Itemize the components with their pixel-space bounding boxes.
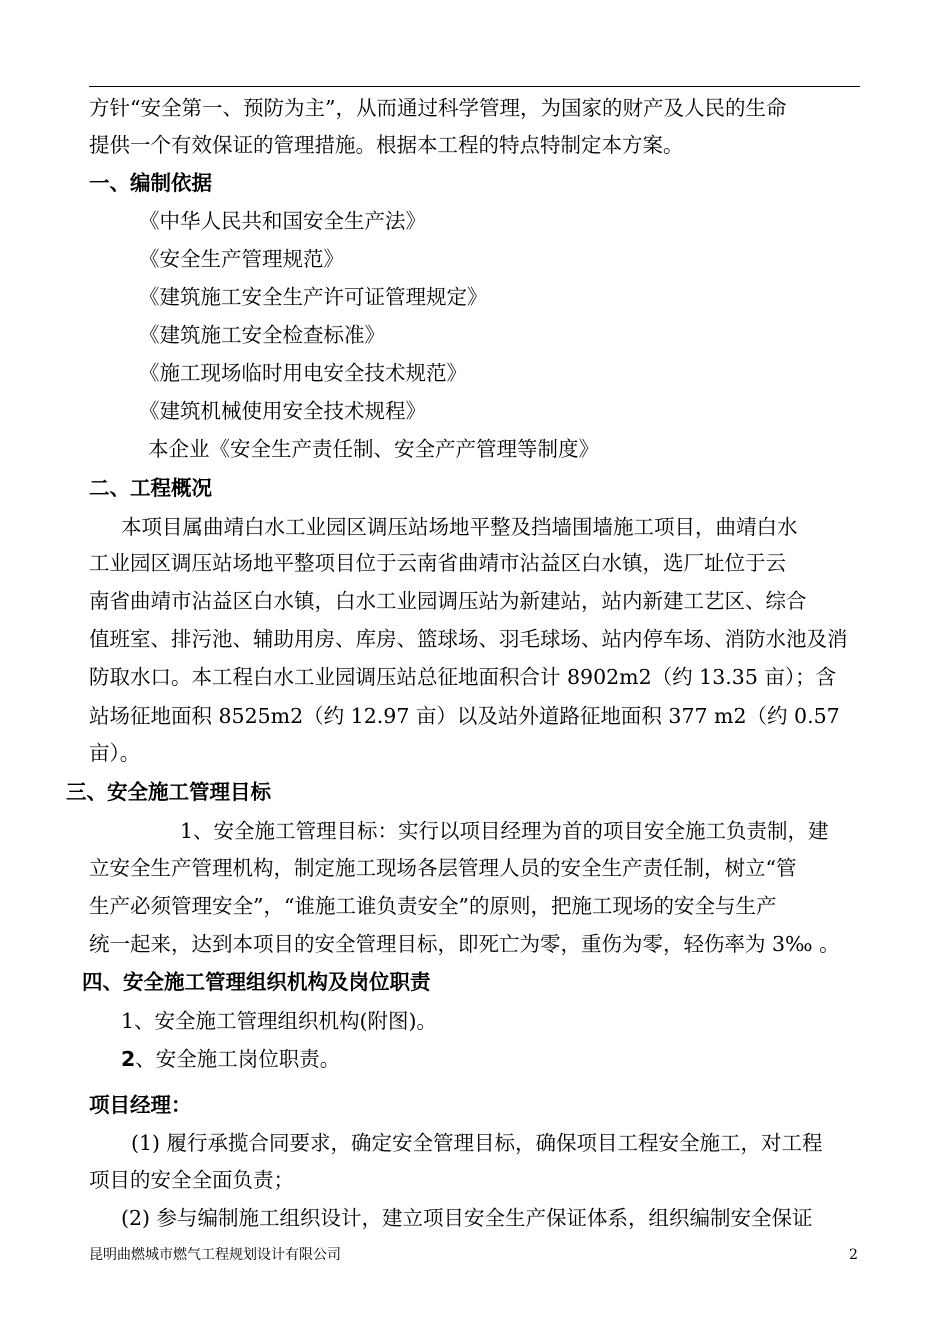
paragraph-line: 生产必须管理安全”，“谁施工谁负责安全”的原则，把施工现场的安全与生产 (89, 894, 777, 918)
list-item: 《建筑施工安全生产许可证管理规定》 (139, 285, 488, 309)
paragraph-line: 亩）。 (89, 741, 141, 765)
paragraph-line: 南省曲靖市沾益区白水镇，白水工业园调压站为新建站，站内新建工艺区、综合 (89, 589, 807, 613)
paragraph-line: 统一起来，达到本项目的安全管理目标，即死亡为零，重伤为零，轻伤率为 3‰ 。 (89, 932, 840, 956)
paragraph-line: 工业园区调压站场地平整项目位于云南省曲靖市沾益区白水镇，选厂址位于云 (89, 551, 786, 575)
paragraph-line: (2) 参与编制施工组织设计，建立项目安全生产保证体系，组织编制安全保证 (121, 1206, 813, 1230)
section-2-heading: 二、工程概况 (89, 476, 212, 500)
list-item: 《建筑机械使用安全技术规程》 (139, 399, 426, 423)
list-item (121, 1046, 340, 1072)
item-text: 、安全施工岗位职责。 (135, 1047, 341, 1071)
paragraph-line: (1) 履行承揽合同要求，确定安全管理目标，确保项目工程安全施工，对工程 (131, 1131, 823, 1155)
intro-line-2: 提供一个有效保证的管理措施。根据本工程的特点特制定本方案。 (89, 133, 684, 157)
section-1-heading: 一、编制依据 (89, 171, 212, 195)
footer-company: 昆明曲燃城市燃气工程规划设计有限公司 (89, 1247, 341, 1263)
intro-line-1: 方针“安全第一、预防为主”，从而通过科学管理，为国家的财产及人民的生命 (89, 96, 787, 120)
paragraph-line: 站场征地面积 8525m2（约 12.97 亩）以及站外道路征地面积 377 m2（约 0.57 (89, 704, 840, 728)
project-manager-heading: 项目经理： (89, 1093, 192, 1117)
paragraph-line: 本项目属曲靖白水工业园区调压站场地平整及挡墙围墙施工项目，曲靖白水 (121, 515, 798, 539)
list-item: 《安全生产管理规范》 (139, 247, 344, 271)
list-item: 《建筑施工安全检查标准》 (139, 323, 385, 347)
section-3-heading: 三、安全施工管理目标 (66, 780, 271, 804)
header-rule (89, 86, 860, 87)
paragraph-line: 立安全生产管理机构，制定施工现场各层管理人员的安全生产责任制，树立“管 (89, 856, 797, 880)
section-4-heading: 四、安全施工管理组织机构及岗位职责 (82, 970, 431, 994)
paragraph-line: 1、安全施工管理目标：实行以项目经理为首的项目安全施工负责制，建 (180, 819, 829, 843)
list-item: 《施工现场临时用电安全技术规范》 (139, 361, 467, 385)
list-item: 《中华人民共和国安全生产法》 (139, 209, 426, 233)
paragraph-line: 防取水口。本工程白水工业园调压站总征地面积合计 8902m2（约 13.35 亩）；含 (89, 665, 837, 689)
paragraph-line: 值班室、排污池、辅助用房、库房、篮球场、羽毛球场、站内停车场、消防水池及消 (89, 627, 848, 651)
list-item: 1、安全施工管理组织机构(附图)。 (121, 1009, 438, 1033)
page-number: 2 (849, 1247, 858, 1263)
item-number: 2 (121, 1047, 136, 1071)
list-item: 本企业《安全生产责任制、安全产产管理等制度》 (148, 437, 599, 461)
paragraph-line: 项目的安全全面负责； (89, 1168, 294, 1192)
